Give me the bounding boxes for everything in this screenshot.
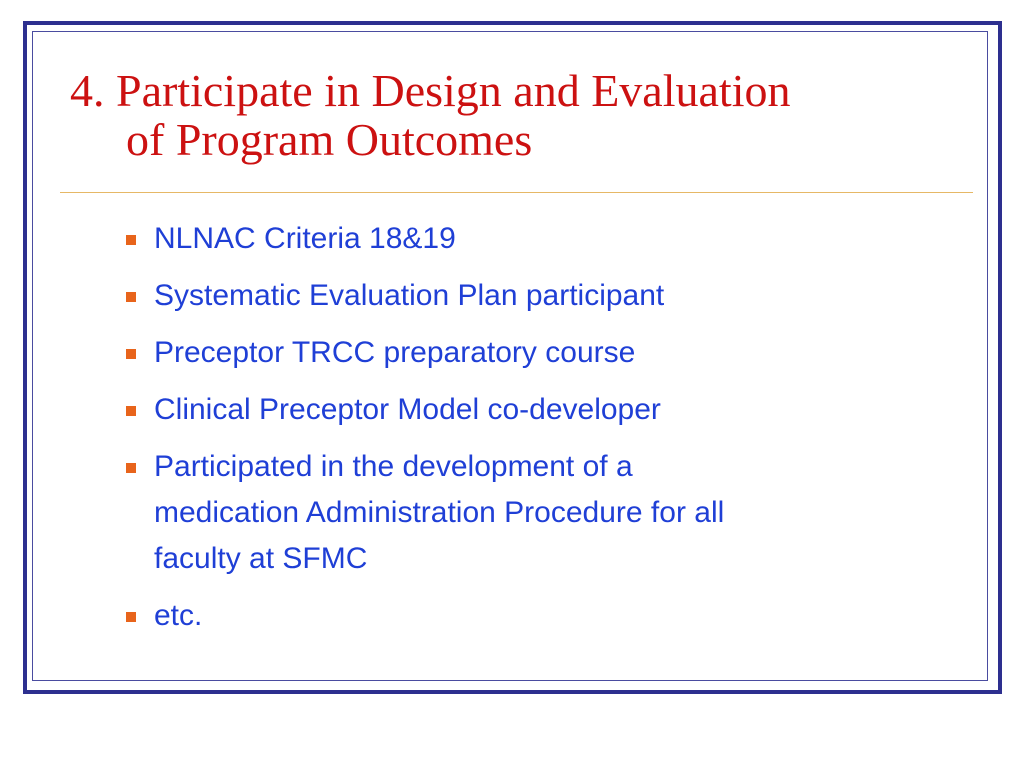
- bullet-text-line: etc.: [154, 599, 203, 632]
- square-bullet-icon: [126, 292, 136, 302]
- square-bullet-icon: [126, 612, 136, 622]
- square-bullet-icon: [126, 463, 136, 473]
- bullet-item-evaluation-plan: [126, 273, 926, 319]
- bullet-text-line: medication Administration Procedure for all: [154, 496, 725, 529]
- bullet-text-line: Participated in the development of a: [154, 450, 633, 483]
- square-bullet-icon: [126, 406, 136, 416]
- bullet-item-etc: [126, 593, 926, 639]
- bullet-text-line: Preceptor TRCC preparatory course: [154, 336, 636, 369]
- bullet-text-line: faculty at SFMC: [154, 542, 368, 575]
- bullet-text-line: Systematic Evaluation Plan participant: [154, 279, 665, 312]
- square-bullet-icon: [126, 235, 136, 245]
- bullet-text: [154, 444, 926, 582]
- title-divider: [60, 192, 973, 193]
- bullet-item-preceptor-course: [126, 330, 926, 376]
- bullet-text: [154, 273, 926, 319]
- bullet-text: [154, 216, 926, 262]
- slide-title-line-2: of Program Outcomes: [126, 114, 533, 165]
- bullet-item-medication-procedure: [126, 444, 926, 582]
- bullet-text: [154, 593, 926, 639]
- bullet-text: [154, 330, 926, 376]
- bullet-list: [126, 216, 926, 650]
- bullet-item-preceptor-model: [126, 387, 926, 433]
- bullet-text-line: Clinical Preceptor Model co-developer: [154, 393, 661, 426]
- square-bullet-icon: [126, 349, 136, 359]
- bullet-text: [154, 387, 926, 433]
- bullet-item-nlnac: [126, 216, 926, 262]
- slide-title: [70, 66, 970, 164]
- slide-title-line-1: 4. Participate in Design and Evaluation: [70, 65, 791, 116]
- bullet-text-line: NLNAC Criteria 18&19: [154, 222, 456, 255]
